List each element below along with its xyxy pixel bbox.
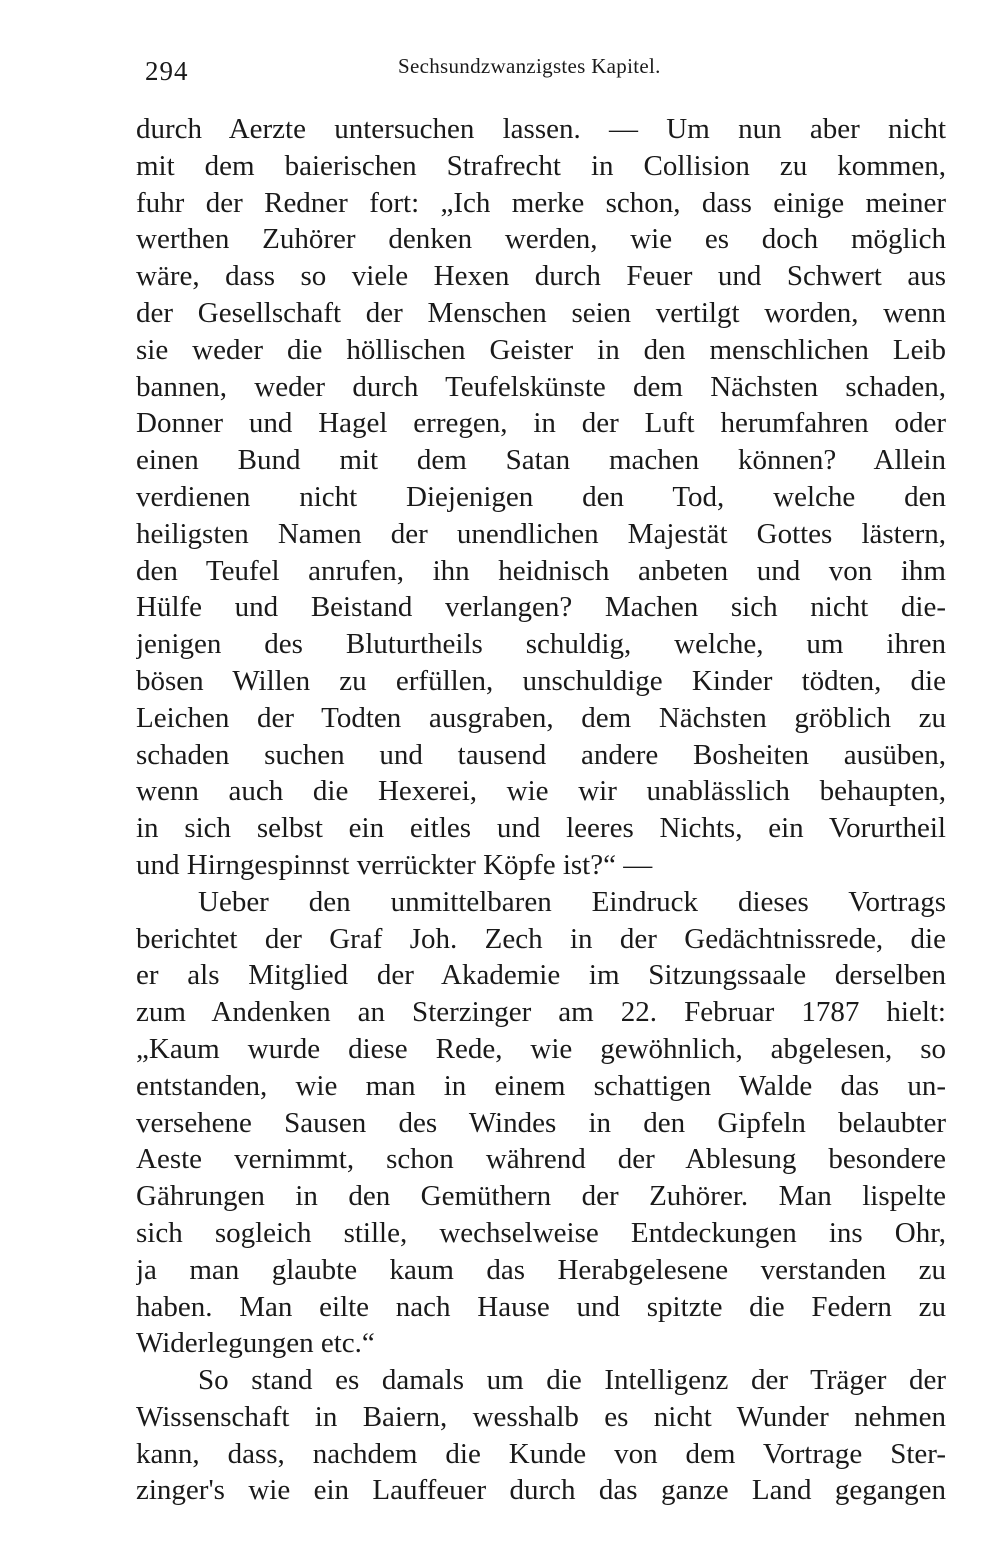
text-line: bannen, weder durch Teufelskünste dem Nächsten schaden, [136, 370, 946, 403]
page-number: 294 [145, 56, 189, 86]
text-line: fuhr der Redner fort: „Ich merke schon, dass einige meiner [136, 186, 946, 219]
text-line: wäre, dass so viele Hexen durch Feuer und Schwert aus [136, 260, 946, 293]
text-line: Ueber den unmittelbaren Eindruck dieses Vortrags [198, 885, 946, 918]
running-title: Sechsundzwanzigstes Kapitel. [398, 54, 661, 78]
text-line: Aeste vernimmt, schon während der Ablesung besondere [136, 1143, 946, 1176]
text-line: Gährungen in den Gemüthern der Zuhörer. Man lispelte [136, 1180, 946, 1213]
text-line: So stand es damals um die Intelligenz der Träger der [198, 1364, 946, 1397]
text-line: zum Andenken an Sterzinger am 22. Februar 1787 hielt: [136, 996, 946, 1029]
text-line: Widerlegungen etc.“ [136, 1327, 375, 1360]
text-line: „Kaum wurde diese Rede, wie gewöhnlich, abgelesen, so [136, 1032, 946, 1065]
text-line: bösen Willen zu erfüllen, unschuldige Kinder tödten, die [136, 664, 946, 697]
text-line: kann, dass, nachdem die Kunde von dem Vortrage Ster- [136, 1437, 946, 1470]
text-line: verdienen nicht Diejenigen den Tod, welche den [136, 480, 946, 513]
text-line: Hülfe und Beistand verlangen? Machen sich nicht die- [136, 591, 946, 624]
text-line: heiligsten Namen der unendlichen Majestät Gottes lästern, [136, 517, 946, 550]
text-line: und Hirngespinnst verrückter Köpfe ist?“ — [136, 848, 653, 881]
text-line: wenn auch die Hexerei, wie wir unablässlich behaupten, [136, 775, 946, 808]
text-line: mit dem baierischen Strafrecht in Collision zu kommen, [136, 149, 946, 182]
text-line: sie weder die höllischen Geister in den menschlichen Leib [136, 333, 946, 366]
text-line: schaden suchen und tausend andere Bosheiten ausüben, [136, 738, 946, 771]
page-header [145, 52, 945, 92]
text-line: haben. Man eilte nach Hause und spitzte die Federn zu [136, 1290, 946, 1323]
text-line: versehene Sausen des Windes in den Gipfeln belaubter [136, 1106, 946, 1139]
text-line: Leichen der Todten ausgraben, dem Nächsten gröblich zu [136, 701, 946, 734]
text-line: den Teufel anrufen, ihn heidnisch anbeten und von ihm [136, 554, 946, 587]
text-line: in sich selbst ein eitles und leeres Nichts, ein Vorurtheil [136, 812, 946, 845]
text-line: entstanden, wie man in einem schattigen Walde das un- [136, 1069, 946, 1102]
text-line: ja man glaubte kaum das Herabgelesene verstanden zu [136, 1253, 946, 1286]
text-line: werthen Zuhörer denken werden, wie es doch möglich [136, 223, 946, 256]
text-line: zinger's wie ein Lauffeuer durch das ganze Land gegangen [136, 1474, 946, 1507]
text-line: jenigen des Bluturtheils schuldig, welche, um ihren [136, 628, 946, 661]
text-line: der Gesellschaft der Menschen seien vertilgt worden, wenn [136, 296, 946, 329]
text-line: durch Aerzte untersuchen lassen. — Um nun aber nicht [136, 113, 946, 145]
text-line: sich sogleich stille, wechselweise Entdeckungen ins Ohr, [136, 1216, 946, 1249]
body-text [136, 111, 946, 1509]
text-line: Donner und Hagel erregen, in der Luft herumfahren oder [136, 407, 946, 440]
text-line: er als Mitglied der Akademie im Sitzungssaale derselben [136, 959, 946, 992]
text-line: berichtet der Graf Joh. Zech in der Gedächtnissrede, die [136, 922, 946, 955]
text-line: Wissenschaft in Baiern, wesshalb es nicht Wunder nehmen [136, 1400, 946, 1433]
text-line: einen Bund mit dem Satan machen können? Allein [136, 444, 946, 477]
